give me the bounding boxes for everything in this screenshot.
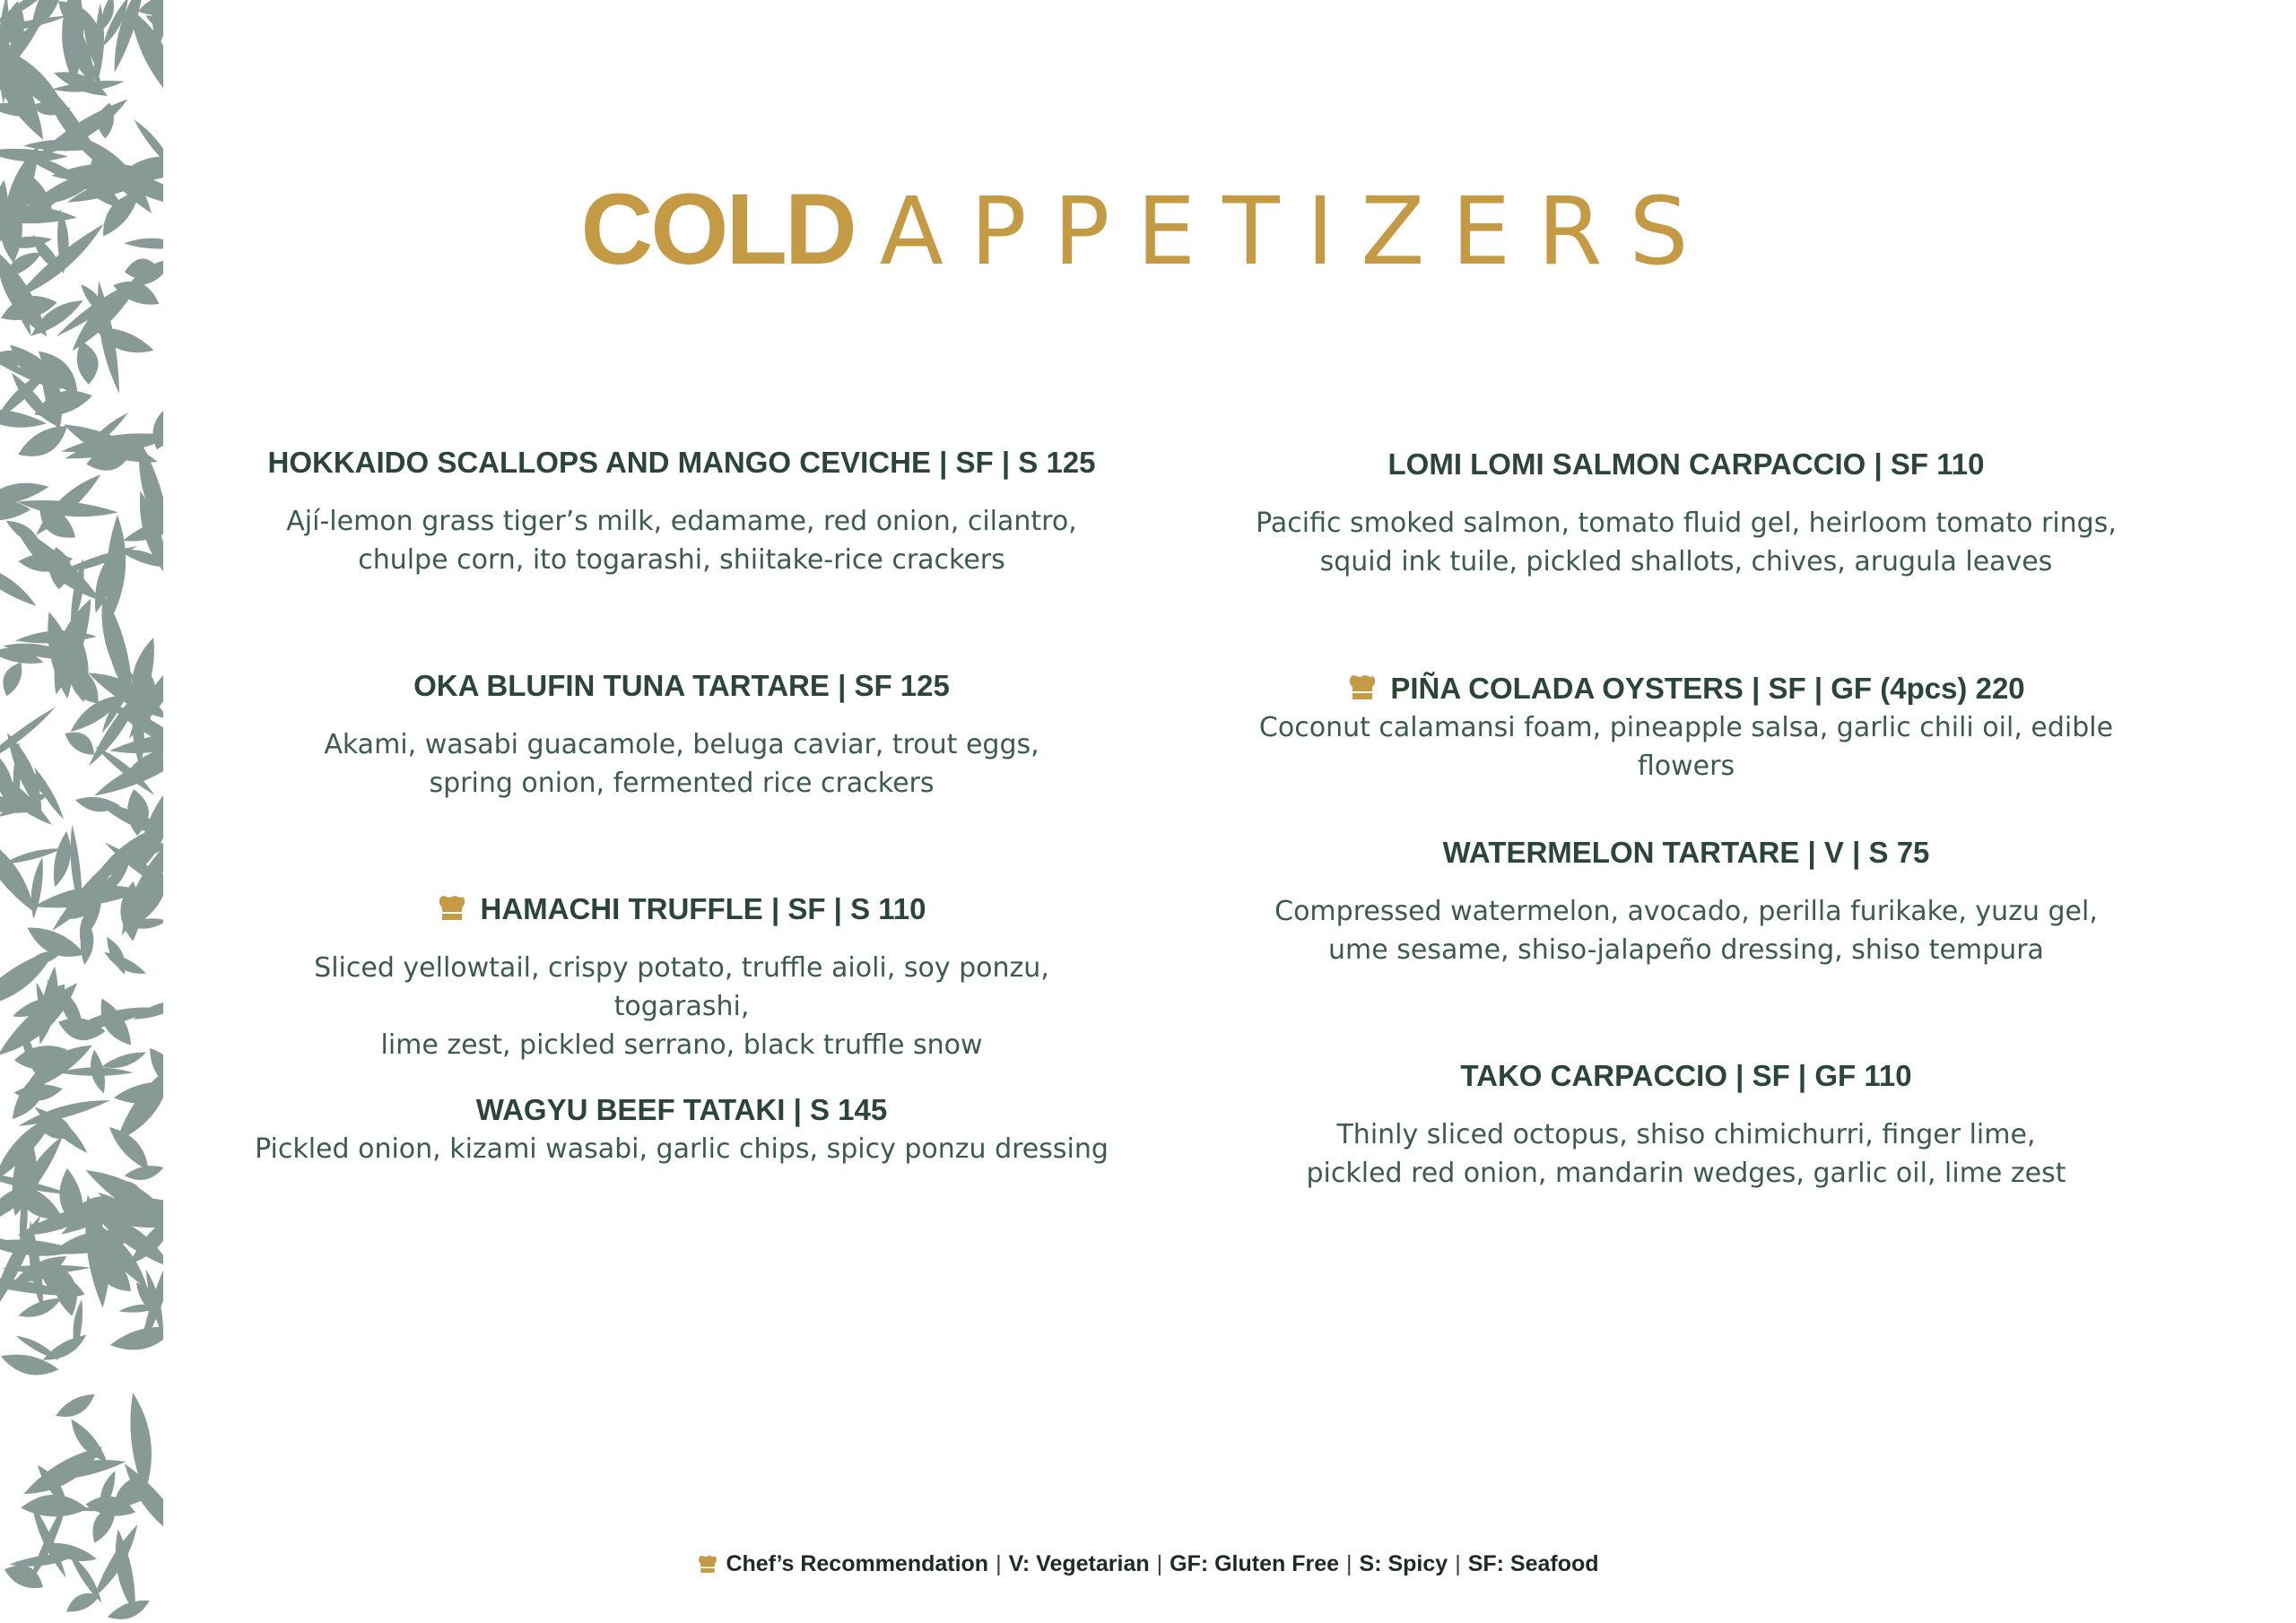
- dish-description-line: Thinly sliced octopus, shiso chimichurri, finger lime,: [1336, 1119, 2036, 1150]
- legend-vegetarian: V: Vegetarian: [1008, 1551, 1150, 1576]
- dish-name-row: [1211, 669, 2161, 708]
- legend-spicy: S: Spicy: [1359, 1551, 1448, 1576]
- dish-name: LOMI LOMI SALMON CARPACCIO | SF 110: [1387, 447, 1985, 481]
- dish-name: OKA BLUFIN TUNA TARTARE | SF 125: [413, 669, 950, 702]
- dietary-legend: [0, 1551, 2296, 1577]
- legend-chef-recommendation: Chef’s Recommendation: [726, 1551, 989, 1576]
- dish-description-line: Pickled onion, kizami wasabi, garlic chips, spicy ponzu dressing: [255, 1133, 1109, 1165]
- legend-seafood: SF: Seafood: [1467, 1551, 1599, 1576]
- title-bold-word: COLD: [580, 173, 855, 285]
- dish-description-line: Akami, wasabi guacamole, beluga caviar, trout eggs,: [324, 729, 1039, 760]
- dish-description-line: Pacific smoked salmon, tomato fluid gel, heirloom tomato rings,: [1256, 508, 2117, 539]
- dish-description-line: ume sesame, shiso-jalapeño dressing, shiso tempura: [1328, 934, 2044, 966]
- dish-description-line: squid ink tuile, pickled shallots, chives, arugula leaves: [1319, 546, 2053, 577]
- menu-item: [251, 666, 1112, 803]
- menu-item: [1211, 445, 2161, 581]
- dish-name: HAMACHI TRUFFLE | SF | S 110: [480, 892, 926, 925]
- dish-name: HOKKAIDO SCALLOPS AND MANGO CEVICHE | SF | S 125: [267, 446, 1096, 479]
- dish-description-line: spring onion, fermented rice crackers: [429, 768, 935, 799]
- legend-separator: |: [996, 1551, 1002, 1576]
- menu-item: [251, 890, 1112, 1064]
- chef-hat-icon: [1347, 673, 1378, 700]
- chef-hat-icon: [697, 1554, 718, 1574]
- legend-separator: |: [1346, 1551, 1352, 1576]
- dish-name: PIÑA COLADA OYSTERS | SF | GF (4pcs) 220: [1390, 672, 2025, 705]
- legend-separator: |: [1156, 1551, 1163, 1576]
- chef-hat-icon: [437, 894, 467, 921]
- menu-item: [1211, 833, 2161, 969]
- menu-item: [1211, 669, 2161, 785]
- dish-description-line: Ají-lemon grass tiger’s milk, edamame, red onion, cilantro,: [286, 506, 1077, 537]
- dish-name: WAGYU BEEF TATAKI | S 145: [475, 1093, 888, 1126]
- legend-separator: |: [1455, 1551, 1461, 1576]
- dish-name: WATERMELON TARTARE | V | S 75: [1442, 836, 1930, 869]
- menu-item: [251, 443, 1112, 579]
- legend-gluten-free: GF: Gluten Free: [1170, 1551, 1340, 1576]
- dish-description-line: Compressed watermelon, avocado, perilla furikake, yuzu gel,: [1274, 896, 2098, 927]
- menu-item: [251, 1090, 1112, 1168]
- dish-name-row: [251, 890, 1112, 929]
- dish-description-line: pickled red onion, mandarin wedges, garlic oil, lime zest: [1306, 1158, 2066, 1189]
- menu-item: [1211, 1056, 2161, 1193]
- dish-description-line: Coconut calamansi foam, pineapple salsa, garlic chili oil, edible flowers: [1258, 712, 2114, 782]
- dish-description-line: chulpe corn, ito togarashi, shiitake-rice crackers: [358, 544, 1005, 576]
- title-light-word: APPETIZERS: [879, 177, 1716, 286]
- dish-description-line: Sliced yellowtail, crispy potato, truffle aioli, soy ponzu, togarashi,: [314, 952, 1049, 1022]
- dish-name: TAKO CARPACCIO | SF | GF 110: [1460, 1059, 1912, 1092]
- page-title: [0, 173, 2296, 286]
- dish-description-line: lime zest, pickled serrano, black truffle snow: [380, 1029, 983, 1061]
